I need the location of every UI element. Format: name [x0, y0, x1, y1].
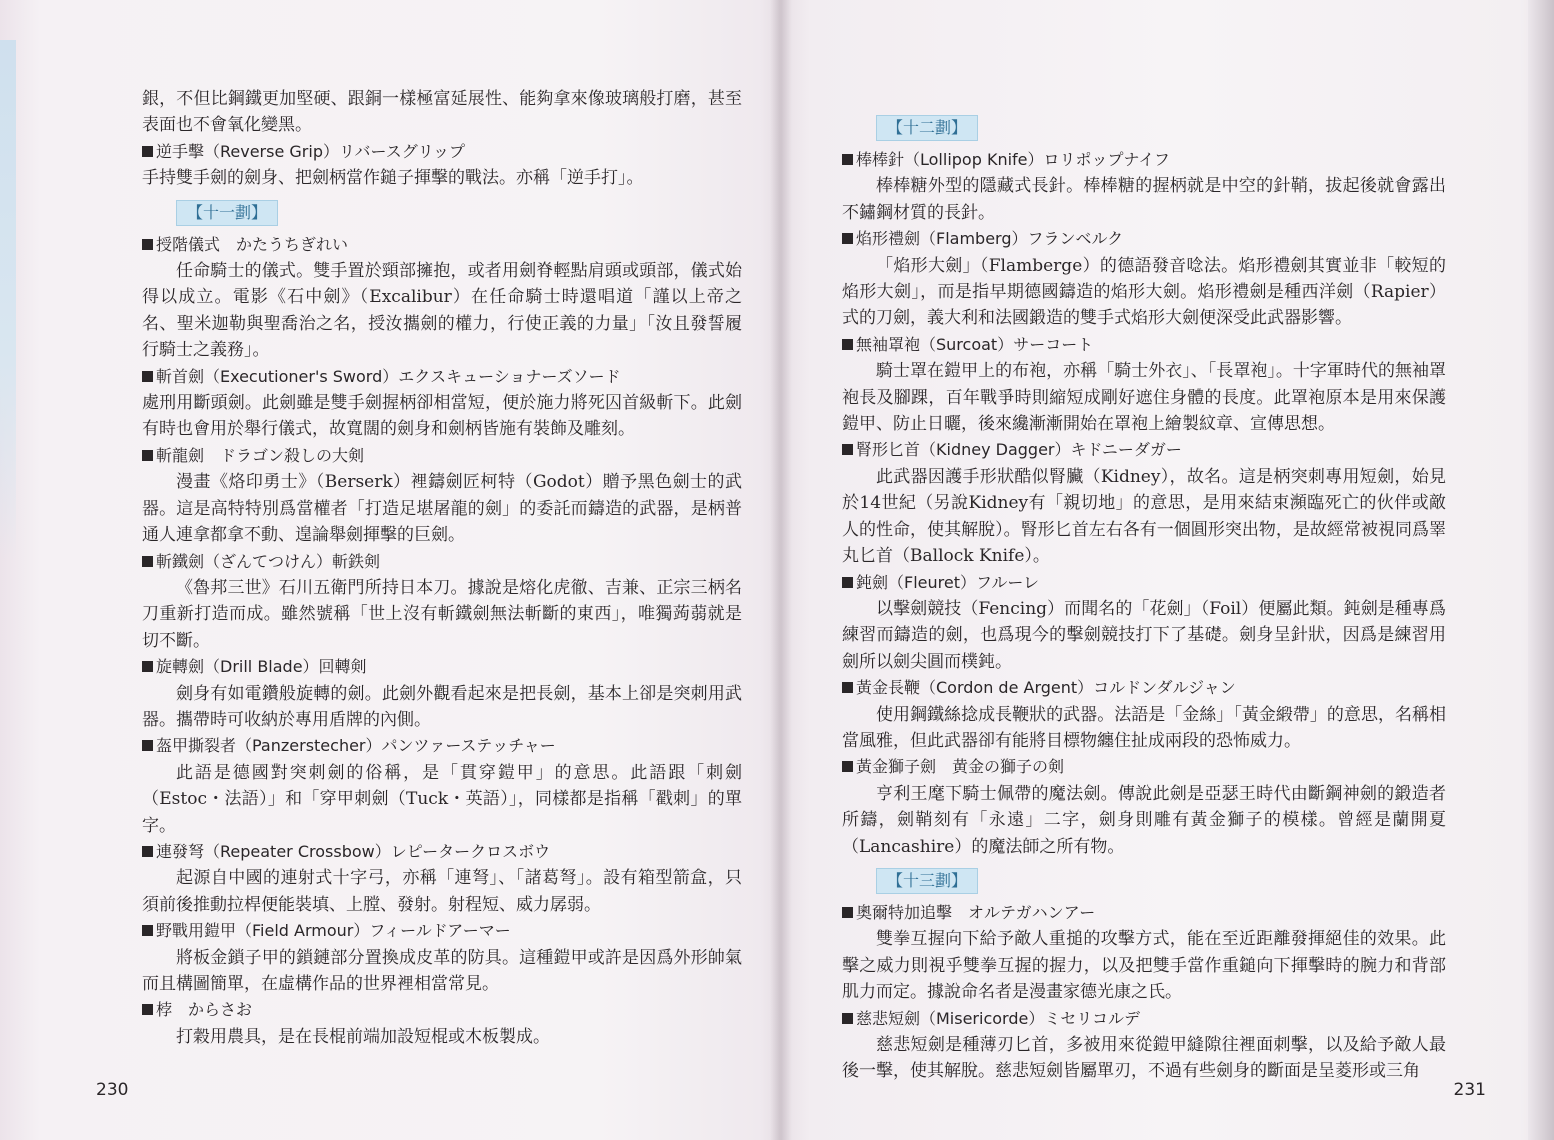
entry-heading — [842, 226, 1446, 252]
right-page — [780, 0, 1554, 1140]
entry-heading — [842, 570, 1446, 596]
entry-body: 銀，不但比鋼鐵更加堅硬、跟銅一樣極富延展性、能夠拿來像玻璃般打磨，甚至表面也不會氧化變黑。 — [142, 89, 742, 136]
entry-body: 劍身有如電鑽般旋轉的劍。此劍外觀看起來是把長劍，基本上卻是突刺用武器。攜帶時可收納於專用盾牌的內側。 — [142, 683, 742, 730]
entry-heading-text: 慈悲短劍（Misericorde）ミセリコルデ — [856, 1008, 1141, 1028]
square-bullet-icon — [142, 740, 153, 751]
square-bullet-icon — [842, 444, 853, 455]
entry-body: 騎士罩在鎧甲上的布袍，亦稱「騎士外衣」、「長罩袍」。十字軍時代的無袖罩袍長及腳踝，百年戰爭時則縮短成剛好遮住身體的長度。此罩袍原本是用來保護鎧甲、防止日曬，後來纔漸漸開始在罩袍上繪製紋章、宣傳思想。 — [842, 361, 1446, 435]
entry-heading-text: 授階儀式 かたうちぎれい — [156, 234, 349, 254]
entry-heading-text: 連發弩（Repeater Crossbow）レピータークロスボウ — [156, 841, 551, 861]
square-bullet-icon — [142, 1004, 153, 1015]
square-bullet-icon — [142, 371, 153, 382]
entry-body: 此武器因護手形狀酷似腎臟（Kidney），故名。這是柄突刺專用短劍，始見於14世紀（另說Kidney有「親切地」的意思，是用來結束瀕臨死亡的伙伴或敵人的性命，使其解脫）。腎形匕首左右各有一個圓形突出物，是故經常被視同爲睪丸匕首（Ballock Knife）。 — [842, 466, 1446, 567]
book-spine-shadow — [770, 0, 792, 1140]
entry-heading-text: 盔甲撕裂者（Panzerstecher）パンツァーステッチャー — [156, 736, 556, 756]
entry-heading-text: 鈍劍（Fleuret）フルーレ — [856, 572, 1040, 592]
square-bullet-icon — [842, 577, 853, 588]
square-bullet-icon — [842, 761, 853, 772]
square-bullet-icon — [842, 154, 853, 165]
entry-heading — [142, 654, 742, 680]
entry-heading — [842, 437, 1446, 463]
square-bullet-icon — [142, 925, 153, 936]
entry-heading-text: 焰形禮劍（Flamberg）フランベルク — [856, 229, 1124, 249]
entry-heading-text: 逆手擊（Reverse Grip）リバースグリップ — [156, 141, 466, 161]
entry-body: 起源自中國的連射式十字弓，亦稱「連弩」、「諸葛弩」。設有箱型箭盒，只須前後推動拉桿便能裝填、上膛、發射。射程短、威力孱弱。 — [142, 868, 742, 915]
entry-heading-text: 黃金長鞭（Cordon de Argent）コルドンダルジャン — [856, 678, 1236, 698]
square-bullet-icon — [142, 450, 153, 461]
page-edge-tint — [0, 40, 16, 560]
entry-heading — [842, 675, 1446, 701]
entry-heading — [142, 232, 742, 258]
square-bullet-icon — [842, 233, 853, 244]
entry-heading — [842, 900, 1446, 926]
square-bullet-icon — [842, 1013, 853, 1024]
entry-heading-text: 旋轉劍（Drill Blade）回轉剣 — [156, 657, 367, 677]
entry-heading — [142, 733, 742, 759]
entry-body: 處刑用斷頭劍。此劍雖是雙手劍握柄卻相當短，便於施力將死囚首級斬下。此劍有時也會用於舉行儀式，故寬闊的劍身和劍柄皆施有裝飾及雕刻。 — [142, 393, 742, 440]
entry-body: 慈悲短劍是種薄刃匕首，多被用來從鎧甲縫隙往裡面刺擊，以及給予敵人最後一擊，使其解脫。慈悲短劍皆屬單刃，不過有些劍身的斷面是呈菱形或三角 — [842, 1035, 1446, 1082]
entry-body: 漫畫《烙印勇士》（Berserk）裡鑄劍匠柯特（Godot）贈予黑色劍士的武器。這是高特特別爲當權者「打造足堪屠龍的劍」的委託而鑄造的武器，是柄普通人連拿都拿不動、遑論舉劍揮擊的巨劍。 — [142, 472, 742, 546]
square-bullet-icon — [842, 682, 853, 693]
entry-body: 使用鋼鐵絲捻成長鞭狀的武器。法語是「金絲」「黃金緞帶」的意思，名稱相當風雅，但此武器卻有能將目標物纏住扯成兩段的恐怖威力。 — [842, 704, 1446, 751]
right-page-text — [842, 107, 1446, 1085]
entry-heading-text: 腎形匕首（Kidney Dagger）キドニーダガー — [856, 440, 1182, 460]
entry-heading-text: 黃金獅子劍 黄金の獅子の剣 — [856, 757, 1065, 777]
square-bullet-icon — [842, 339, 853, 350]
entry-heading — [142, 364, 742, 390]
entry-heading — [142, 918, 742, 944]
entry-body: 棒棒糖外型的隱藏式長針。棒棒糖的握柄就是中空的針鞘，拔起後就會露出不鏽鋼材質的長針。 — [842, 176, 1446, 223]
section-heading: 【十一劃】 — [176, 200, 278, 226]
entry-body: 雙拳互握向下給予敵人重搥的攻擊方式，能在至近距離發揮絕佳的效果。此擊之威力則視乎雙拳互握的握力，以及把雙手當作重鎚向下揮擊時的腕力和背部肌力而定。據說命名者是漫畫家德光康之氏。 — [842, 929, 1446, 1003]
entry-heading-text: 無袖罩袍（Surcoat）サーコート — [856, 334, 1094, 354]
entry-heading-text: 斬首劍（Executioner's Sword）エクスキューショナーズソード — [156, 366, 621, 386]
entry-heading — [842, 147, 1446, 173]
entry-heading-text: 棒棒針（Lollipop Knife）ロリポップナイフ — [856, 150, 1170, 169]
square-bullet-icon — [842, 907, 853, 918]
square-bullet-icon — [142, 846, 153, 857]
page-edge-shadow — [1528, 0, 1554, 1140]
entry-body: 打穀用農具，是在長棍前端加設短棍或木板製成。 — [176, 1026, 550, 1047]
left-page-text — [142, 86, 742, 1050]
section-heading: 【十二劃】 — [876, 115, 978, 141]
entry-heading — [142, 443, 742, 469]
entry-heading — [142, 139, 742, 165]
square-bullet-icon — [142, 239, 153, 250]
entry-heading — [142, 839, 742, 865]
entry-body: 將板金鎖子甲的鎖鏈部分置換成皮革的防具。這種鎧甲或許是因爲外形帥氣而且構圖簡單，在虛構作品的世界裡相當常見。 — [142, 947, 742, 994]
entry-body: 《魯邦三世》石川五衛門所持日本刀。據說是熔化虎徹、吉兼、正宗三柄名刀重新打造而成。雖然號稱「世上沒有斬鐵劍無法斬斷的東西」，唯獨蒟蒻就是切不斷。 — [142, 577, 742, 651]
entry-heading-text: 桲 からさお — [156, 1000, 253, 1020]
entry-body: 「焰形大劍」（Flamberge）的德語發音唸法。焰形禮劍其實並非「較短的焰形大劍」，而是指早期德國鑄造的焰形大劍。焰形禮劍是種西洋劍（Rapier）式的刀劍，義大利和法國鍛造的雙手式焰形大劍便深受此武器影響。 — [842, 255, 1446, 329]
entry-heading-text: 斬鐵劍（ざんてつけん）斬鉄剣 — [156, 551, 381, 571]
entry-body: 以擊劍競技（Fencing）而聞名的「花劍」（Foil）便屬此類。鈍劍是種專爲練習而鑄造的劍，也爲現今的擊劍競技打下了基礎。劍身呈針狀，因爲是練習用劍所以劍尖圓而樸鈍。 — [842, 598, 1446, 672]
square-bullet-icon — [142, 556, 153, 567]
entry-heading — [142, 997, 742, 1023]
page-number-left: 230 — [96, 1080, 129, 1100]
entry-heading — [842, 332, 1446, 358]
entry-body: 任命騎士的儀式。雙手置於頸部擁抱，或者用劍脊輕點肩頭或頭部，儀式始得以成立。電影《石中劍》（Excalibur）在任命騎士時還唱道「謹以上帝之名、聖米迦勒與聖喬治之名，授汝攜劍的權力，行使正義的力量」「汝且發誓履行騎士之義務」。 — [142, 261, 742, 361]
entry-body: 亨利王麾下騎士佩帶的魔法劍。傳說此劍是亞瑟王時代由斷鋼神劍的鍛造者所鑄，劍鞘刻有「永遠」二字，劍身則雕有黃金獅子的模樣。曾經是蘭開夏（Lancashire）的魔法師之所有物。 — [842, 783, 1446, 857]
page-number-right: 231 — [1453, 1080, 1486, 1100]
square-bullet-icon — [142, 661, 153, 672]
entry-heading — [142, 549, 742, 575]
entry-heading-text: 野戰用鎧甲（Field Armour）フィールドアーマー — [156, 921, 511, 941]
entry-body: 手持雙手劍的劍身、把劍柄當作鎚子揮擊的戰法。亦稱「逆手打」。 — [142, 168, 644, 189]
entry-body: 此語是德國對突刺劍的俗稱，是「貫穿鎧甲」的意思。此語跟「刺劍（Estoc・法語）」和「穿甲刺劍（Tuck・英語）」，同樣都是指稱「戳刺」的單字。 — [142, 762, 742, 836]
entry-heading-text: 奧爾特加追擊 オルテガハンアー — [856, 902, 1096, 922]
entry-heading — [842, 754, 1446, 780]
section-heading: 【十三劃】 — [876, 868, 978, 894]
entry-heading — [842, 1006, 1446, 1032]
square-bullet-icon — [142, 146, 153, 157]
entry-heading-text: 斬龍劍 ドラゴン殺しの大剣 — [156, 445, 365, 465]
